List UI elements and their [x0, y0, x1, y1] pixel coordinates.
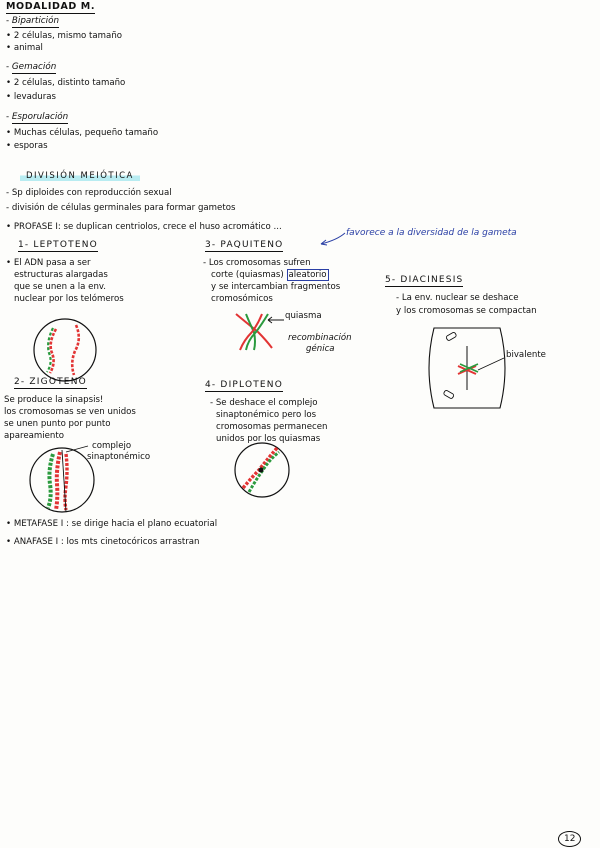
diacinesis-line-2: y los cromosomas se compactan	[396, 306, 537, 316]
diploteno-title: 4- DIPLOTENO	[205, 380, 284, 390]
recombination-label-1: recombinación	[288, 333, 352, 343]
complejo-label-2: sinaptonémico	[87, 452, 151, 462]
paquiteno-line-4: cromosómicos	[211, 294, 273, 304]
paquiteno-line-1: - Los cromosomas sufren	[203, 258, 311, 269]
bipartition-item-2: • animal	[6, 43, 43, 54]
note-arrow-icon	[317, 230, 357, 250]
diploteno-line-1: - Se deshace el complejo	[210, 398, 318, 409]
gemation-heading: - Gemación	[6, 62, 56, 74]
meiosis-intro-1: - Sp diploides con reproducción sexual	[6, 188, 172, 199]
anafase-line: • ANAFASE I : los mts cinetocóricos arrastran	[6, 537, 199, 548]
bipartition-item-1: • 2 células, mismo tamaño	[6, 31, 122, 42]
zigoteno-line-4: apareamiento	[4, 431, 65, 441]
zigoteno-line-1: Se produce la sinapsis!	[4, 395, 104, 405]
leptoteno-line-3: que se unen a la env.	[14, 282, 107, 292]
diploteno-cell-diagram	[233, 442, 293, 502]
diploteno-line-2: sinaptonémico pero los	[216, 410, 317, 420]
zigoteno-line-2: los cromosomas se ven unidos	[4, 407, 136, 417]
diploteno-line-3: cromosomas permanecen	[216, 422, 328, 432]
paquiteno-line-3: y se intercambian fragmentos	[211, 282, 341, 292]
quiasma-arrow-icon	[266, 316, 286, 324]
page-title: MODALIDAD M.	[6, 1, 96, 12]
bivalente-label: bivalente	[506, 350, 546, 360]
diversity-note: favorece a la diversidad de la gameta	[346, 228, 517, 238]
paquiteno-title: 3- PAQUITENO	[205, 240, 284, 250]
diacinesis-title: 5- DIACINESIS	[385, 275, 464, 285]
leptoteno-line-2: estructuras alargadas	[14, 270, 108, 280]
leptoteno-title: 1- LEPTOTENO	[18, 240, 98, 250]
diacinesis-line-1: - La env. nuclear se deshace	[396, 293, 519, 304]
leptoteno-line-4: nuclear por los telómeros	[14, 294, 124, 304]
recombination-label-2: génica	[306, 344, 335, 354]
sporulation-heading: - Esporulación	[6, 112, 68, 124]
diploteno-line-4: unidos por los quiasmas	[216, 434, 321, 444]
zigoteno-title: 2- ZIGOTENO	[14, 377, 87, 387]
leptoteno-cell-diagram	[30, 315, 100, 385]
bipartition-heading: - Bipartición	[6, 16, 59, 28]
meiosis-intro-2: - división de células germinales para formar gametos	[6, 203, 235, 214]
gemation-item-2: • levaduras	[6, 92, 56, 103]
quiasma-label: quiasma	[285, 311, 322, 321]
complejo-label-1: complejo	[92, 441, 132, 451]
diacinesis-cell-diagram	[422, 318, 512, 418]
meiosis-title: DIVISIÓN MEIÓTICA	[20, 171, 140, 182]
page-number: 12	[558, 834, 581, 845]
zigoteno-line-3: se unen punto por punto	[4, 419, 111, 429]
sporulation-item-2: • esporas	[6, 141, 48, 152]
gemation-item-1: • 2 células, distinto tamaño	[6, 78, 125, 89]
leptoteno-line-1: • El ADN pasa a ser	[6, 258, 91, 269]
profase-line: • PROFASE I: se duplican centriolos, crece el huso acromático ...	[6, 222, 282, 233]
metafase-line: • METAFASE I : se dirige hacia el plano ecuatorial	[6, 519, 217, 530]
paquiteno-line-2: corte (quiasmas) aleatorio	[211, 270, 327, 280]
sporulation-item-1: • Muchas células, pequeño tamaño	[6, 128, 158, 139]
